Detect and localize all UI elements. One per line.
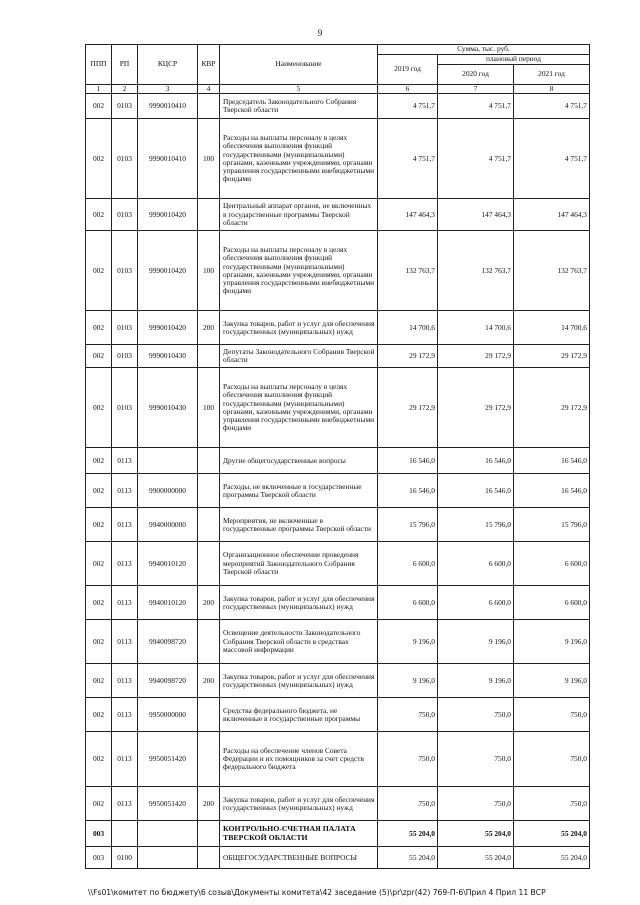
- amount-2019-cell: 55 204,0: [378, 821, 438, 847]
- amount-2020-cell: 15 796,0: [438, 508, 514, 542]
- name-cell: Расходы на выплаты персоналу в целях обеспечения выполнения функций государственными (муниципальными) органами, казенными учреждениями, органами управления государственными внебюджетными фондами: [220, 119, 378, 199]
- kvr-cell: [198, 821, 220, 847]
- amount-2019-cell: 6 600,0: [378, 542, 438, 586]
- rp-cell: 0113: [112, 586, 138, 620]
- kvr-cell: 200: [198, 311, 220, 345]
- name-cell: Мероприятия, не включенные в государственные программы Тверской области: [220, 508, 378, 542]
- kcsr-cell: [138, 448, 198, 474]
- amount-2021-cell: 29 172,9: [514, 368, 590, 448]
- header-2019: 2019 год: [378, 55, 438, 85]
- table-row: [86, 542, 590, 586]
- kcsr-cell: [138, 847, 198, 869]
- name-cell: Организационное обеспечение проведения мероприятий Законодательного Собрания Тверской области: [220, 542, 378, 586]
- ppp-cell: 002: [86, 787, 112, 821]
- ppp-cell: 002: [86, 448, 112, 474]
- name-cell: Расходы на выплаты персоналу в целях обеспечения выполнения функций государственными (муниципальными) органами, казенными учреждениями, органами управления государственными внебюджетными фондами: [220, 368, 378, 448]
- amount-2019-cell: 750,0: [378, 787, 438, 821]
- kvr-cell: 200: [198, 586, 220, 620]
- kcsr-cell: 9990010420: [138, 311, 198, 345]
- amount-2020-cell: 9 196,0: [438, 664, 514, 698]
- kcsr-cell: [138, 821, 198, 847]
- amount-2021-cell: 9 196,0: [514, 664, 590, 698]
- ppp-cell: 002: [86, 664, 112, 698]
- ppp-cell: 002: [86, 94, 112, 119]
- colnum-2: 2: [112, 85, 138, 94]
- amount-2019-cell: 14 700,6: [378, 311, 438, 345]
- ppp-cell: 002: [86, 199, 112, 231]
- amount-2019-cell: 4 751,7: [378, 119, 438, 199]
- amount-2020-cell: 55 204,0: [438, 821, 514, 847]
- kvr-cell: [198, 448, 220, 474]
- amount-2021-cell: 16 546,0: [514, 474, 590, 508]
- table-row: [86, 311, 590, 345]
- amount-2021-cell: 29 172,9: [514, 345, 590, 368]
- table-row: [86, 94, 590, 119]
- rp-cell: 0113: [112, 448, 138, 474]
- kcsr-cell: 9990010430: [138, 368, 198, 448]
- rp-cell: 0113: [112, 474, 138, 508]
- name-cell: Освещение деятельности Законодательного Собрания Тверской области в средствах массовой информации: [220, 620, 378, 664]
- amount-2021-cell: 16 546,0: [514, 448, 590, 474]
- kcsr-cell: 9990010410: [138, 119, 198, 199]
- kcsr-cell: 9940098720: [138, 620, 198, 664]
- table-row: [86, 119, 590, 199]
- name-cell: Председатель Законодательного Собрания Тверской области: [220, 94, 378, 119]
- kcsr-cell: 9990010430: [138, 345, 198, 368]
- amount-2020-cell: 29 172,9: [438, 345, 514, 368]
- kcsr-cell: 9940000000: [138, 508, 198, 542]
- amount-2019-cell: 6 600,0: [378, 586, 438, 620]
- rp-cell: 0103: [112, 231, 138, 311]
- name-cell: Закупка товаров, работ и услуг для обеспечения государственных (муниципальных) нужд: [220, 664, 378, 698]
- amount-2021-cell: 4 751,7: [514, 94, 590, 119]
- colnum-7: 7: [438, 85, 514, 94]
- table-header: [86, 45, 590, 94]
- table-row: [86, 474, 590, 508]
- amount-2020-cell: 4 751,7: [438, 119, 514, 199]
- table-row: [86, 847, 590, 869]
- amount-2021-cell: 6 600,0: [514, 586, 590, 620]
- amount-2019-cell: 9 196,0: [378, 664, 438, 698]
- amount-2020-cell: 16 546,0: [438, 448, 514, 474]
- name-cell: КОНТРОЛЬНО-СЧЕТНАЯ ПАЛАТА ТВЕРСКОЙ ОБЛАСТИ: [220, 821, 378, 847]
- amount-2020-cell: 750,0: [438, 732, 514, 787]
- rp-cell: 0103: [112, 199, 138, 231]
- amount-2019-cell: 147 464,3: [378, 199, 438, 231]
- rp-cell: [112, 821, 138, 847]
- amount-2019-cell: 132 763,7: [378, 231, 438, 311]
- header-kcsr: КЦСР: [138, 45, 198, 85]
- amount-2021-cell: 55 204,0: [514, 847, 590, 869]
- name-cell: ОБЩЕГОСУДАРСТВЕННЫЕ ВОПРОСЫ: [220, 847, 378, 869]
- amount-2021-cell: 750,0: [514, 732, 590, 787]
- amount-2021-cell: 15 796,0: [514, 508, 590, 542]
- colnum-4: 4: [198, 85, 220, 94]
- colnum-8: 8: [514, 85, 590, 94]
- amount-2019-cell: 55 204,0: [378, 847, 438, 869]
- kcsr-cell: 9940010120: [138, 586, 198, 620]
- amount-2020-cell: 16 546,0: [438, 474, 514, 508]
- rp-cell: 0103: [112, 368, 138, 448]
- table-row: [86, 368, 590, 448]
- name-cell: Другие общегосударственные вопросы: [220, 448, 378, 474]
- ppp-cell: 002: [86, 698, 112, 732]
- kvr-cell: 200: [198, 664, 220, 698]
- ppp-cell: 002: [86, 508, 112, 542]
- header-2021: 2021 год: [514, 65, 590, 85]
- kcsr-cell: 9950000000: [138, 698, 198, 732]
- table-row: [86, 664, 590, 698]
- kvr-cell: [198, 847, 220, 869]
- name-cell: Расходы на обеспечение членов Совета Федерации и их помощников за счет средств федерального бюджета: [220, 732, 378, 787]
- name-cell: Расходы на выплаты персоналу в целях обеспечения выполнения функций государственными (муниципальными) органами, казенными учреждениями, органами управления государственными внебюджетными фондами: [220, 231, 378, 311]
- kvr-cell: [198, 199, 220, 231]
- ppp-cell: 002: [86, 542, 112, 586]
- rp-cell: 0113: [112, 664, 138, 698]
- amount-2021-cell: 14 700,6: [514, 311, 590, 345]
- amount-2020-cell: 4 751,7: [438, 94, 514, 119]
- kvr-cell: [198, 542, 220, 586]
- kvr-cell: [198, 94, 220, 119]
- header-rp: РП: [112, 45, 138, 85]
- ppp-cell: 002: [86, 732, 112, 787]
- kvr-cell: 100: [198, 368, 220, 448]
- ppp-cell: 002: [86, 345, 112, 368]
- kcsr-cell: 9990010420: [138, 231, 198, 311]
- rp-cell: 0103: [112, 94, 138, 119]
- rp-cell: 0103: [112, 119, 138, 199]
- amount-2021-cell: 9 196,0: [514, 620, 590, 664]
- amount-2019-cell: 750,0: [378, 698, 438, 732]
- amount-2020-cell: 750,0: [438, 698, 514, 732]
- kcsr-cell: 9990010410: [138, 94, 198, 119]
- kvr-cell: [198, 508, 220, 542]
- amount-2020-cell: 6 600,0: [438, 542, 514, 586]
- table-row: [86, 345, 590, 368]
- table-row: [86, 586, 590, 620]
- page-number: 9: [317, 28, 323, 38]
- name-cell: Депутаты Законодательного Собрания Тверской области: [220, 345, 378, 368]
- budget-table: [85, 44, 590, 869]
- rp-cell: 0103: [112, 311, 138, 345]
- header-2020: 2020 год: [438, 65, 514, 85]
- name-cell: Закупка товаров, работ и услуг для обеспечения государственных (муниципальных) нужд: [220, 586, 378, 620]
- amount-2021-cell: 55 204,0: [514, 821, 590, 847]
- amount-2019-cell: 750,0: [378, 732, 438, 787]
- table-row: [86, 698, 590, 732]
- kvr-cell: 100: [198, 119, 220, 199]
- table-row: [86, 199, 590, 231]
- kcsr-cell: 9990010420: [138, 199, 198, 231]
- ppp-cell: 002: [86, 119, 112, 199]
- kcsr-cell: 9950051420: [138, 787, 198, 821]
- name-cell: Закупка товаров, работ и услуг для обеспечения государственных (муниципальных) нужд: [220, 787, 378, 821]
- colnum-6: 6: [378, 85, 438, 94]
- amount-2020-cell: 14 700,6: [438, 311, 514, 345]
- amount-2019-cell: 16 546,0: [378, 448, 438, 474]
- rp-cell: 0113: [112, 787, 138, 821]
- amount-2019-cell: 29 172,9: [378, 345, 438, 368]
- amount-2021-cell: 4 751,7: [514, 119, 590, 199]
- kvr-cell: 100: [198, 231, 220, 311]
- ppp-cell: 002: [86, 586, 112, 620]
- amount-2020-cell: 6 600,0: [438, 586, 514, 620]
- ppp-cell: 003: [86, 847, 112, 869]
- amount-2019-cell: 4 751,7: [378, 94, 438, 119]
- table-row: [86, 821, 590, 847]
- kvr-cell: [198, 620, 220, 664]
- amount-2021-cell: 6 600,0: [514, 542, 590, 586]
- name-cell: Центральный аппарат органов, не включенных в государственные программы Тверской области: [220, 199, 378, 231]
- ppp-cell: 002: [86, 231, 112, 311]
- amount-2020-cell: 9 196,0: [438, 620, 514, 664]
- amount-2020-cell: 147 464,3: [438, 199, 514, 231]
- header-kvr: КВР: [198, 45, 220, 85]
- header-name: Наименование: [220, 45, 378, 85]
- table-body: [86, 94, 590, 869]
- kcsr-cell: 9950051420: [138, 732, 198, 787]
- amount-2019-cell: 16 546,0: [378, 474, 438, 508]
- kvr-cell: [198, 732, 220, 787]
- colnum-1: 1: [86, 85, 112, 94]
- amount-2020-cell: 55 204,0: [438, 847, 514, 869]
- amount-2021-cell: 147 464,3: [514, 199, 590, 231]
- header-sum: Сумма, тыс. руб.: [378, 45, 590, 55]
- name-cell: Средства федерального бюджета, не включенные в государственные программы: [220, 698, 378, 732]
- name-cell: Закупка товаров, работ и услуг для обеспечения государственных (муниципальных) нужд: [220, 311, 378, 345]
- table-row: [86, 732, 590, 787]
- amount-2021-cell: 750,0: [514, 787, 590, 821]
- rp-cell: 0100: [112, 847, 138, 869]
- table-row: [86, 508, 590, 542]
- table-row: [86, 448, 590, 474]
- table-row: [86, 620, 590, 664]
- rp-cell: 0113: [112, 698, 138, 732]
- amount-2021-cell: 132 763,7: [514, 231, 590, 311]
- amount-2019-cell: 15 796,0: [378, 508, 438, 542]
- footer-file-path: \\Fs01\комитет по бюджету\6 созыв\Документы комитета\42 заседание (5)\pr\zpr(42) 769-П-6\Прил 4 Прил 11 ВСР: [88, 888, 546, 897]
- rp-cell: 0113: [112, 542, 138, 586]
- table-row: [86, 787, 590, 821]
- ppp-cell: 002: [86, 311, 112, 345]
- rp-cell: 0113: [112, 620, 138, 664]
- header-ppp: ППП: [86, 45, 112, 85]
- kcsr-cell: 9900000000: [138, 474, 198, 508]
- kvr-cell: [198, 345, 220, 368]
- amount-2021-cell: 750,0: [514, 698, 590, 732]
- ppp-cell: 002: [86, 620, 112, 664]
- colnum-3: 3: [138, 85, 198, 94]
- rp-cell: 0103: [112, 345, 138, 368]
- rp-cell: 0113: [112, 732, 138, 787]
- amount-2019-cell: 9 196,0: [378, 620, 438, 664]
- kvr-cell: 200: [198, 787, 220, 821]
- name-cell: Расходы, не включенные в государственные программы Тверской области: [220, 474, 378, 508]
- ppp-cell: 002: [86, 474, 112, 508]
- table-row: [86, 231, 590, 311]
- ppp-cell: 003: [86, 821, 112, 847]
- amount-2020-cell: 132 763,7: [438, 231, 514, 311]
- kcsr-cell: 9940098720: [138, 664, 198, 698]
- colnum-5: 5: [220, 85, 378, 94]
- header-planned: плановый период: [438, 55, 590, 65]
- amount-2020-cell: 750,0: [438, 787, 514, 821]
- ppp-cell: 002: [86, 368, 112, 448]
- amount-2020-cell: 29 172,9: [438, 368, 514, 448]
- kcsr-cell: 9940010120: [138, 542, 198, 586]
- amount-2019-cell: 29 172,9: [378, 368, 438, 448]
- kvr-cell: [198, 698, 220, 732]
- kvr-cell: [198, 474, 220, 508]
- rp-cell: 0113: [112, 508, 138, 542]
